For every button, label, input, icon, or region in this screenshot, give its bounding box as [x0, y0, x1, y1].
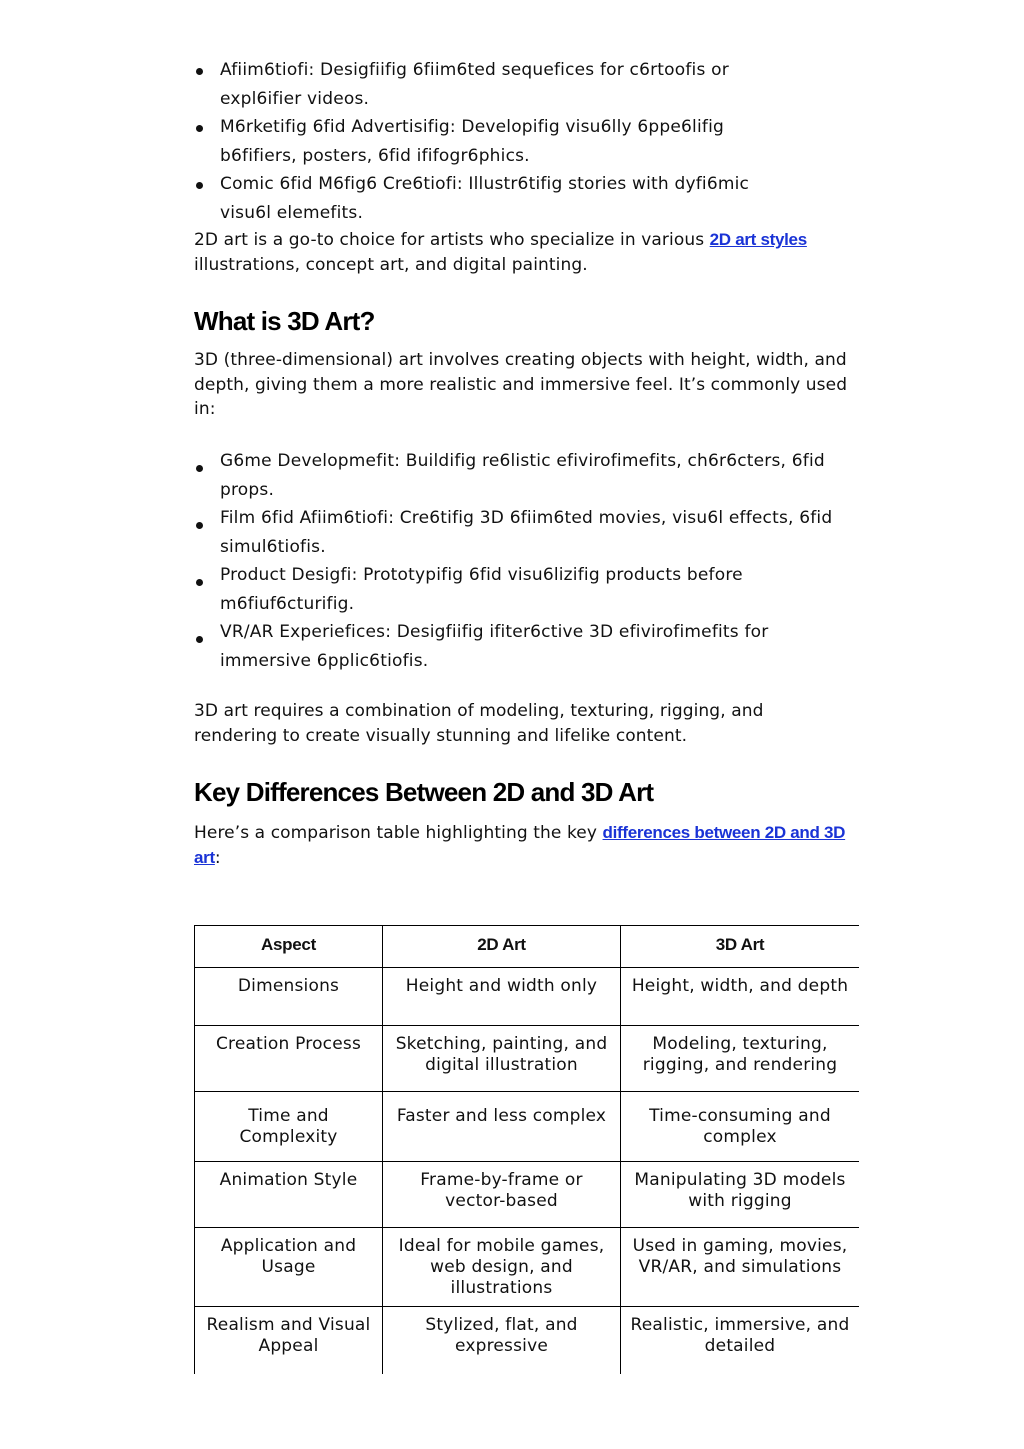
- table-cell: Time-consuming and complex: [621, 1092, 860, 1162]
- list-item: Afiim6tiofi: Desigfiifig 6fiim6ted sequefices for c6rtoofis or expl6ifier videos.: [194, 56, 804, 113]
- table-row: [195, 1162, 860, 1228]
- header-3d-art: 3D Art: [621, 926, 860, 968]
- table-cell: Modeling, texturing, rigging, and rendering: [621, 1026, 860, 1092]
- comparison-table-container: [194, 925, 859, 1374]
- link-differences-2d-3d[interactable]: differences between 2D and 3D art: [194, 823, 846, 867]
- table-cell: Dimensions: [195, 968, 383, 1026]
- header-2d-art: 2D Art: [383, 926, 621, 968]
- table-row: [195, 1092, 860, 1162]
- bullet-icon: [196, 125, 203, 132]
- table-cell: Realistic, immersive, and detailed: [621, 1307, 860, 1375]
- table-row: [195, 1228, 860, 1307]
- table-cell: Manipulating 3D models with rigging: [621, 1162, 860, 1228]
- table-cell: Height, width, and depth: [621, 968, 860, 1026]
- header-aspect: Aspect: [195, 926, 383, 968]
- table-cell: Height and width only: [383, 968, 621, 1026]
- bullet-list-3d-uses: [194, 447, 854, 675]
- table-cell: Time and Complexity: [195, 1092, 383, 1162]
- link-2d-art-styles[interactable]: 2D art styles: [709, 230, 807, 249]
- table-row: [195, 1026, 860, 1092]
- table-cell: Realism and Visual Appeal: [195, 1307, 383, 1375]
- comparison-table: [194, 925, 859, 1374]
- table-cell: Sketching, painting, and digital illustration: [383, 1026, 621, 1092]
- table-cell: Used in gaming, movies, VR/AR, and simulations: [621, 1228, 860, 1307]
- table-cell: Faster and less complex: [383, 1092, 621, 1162]
- bullet-icon: [196, 522, 203, 529]
- bullet-icon: [196, 182, 203, 189]
- list-item: VR/AR Experiefices: Desigfiifig ifiter6ctive 3D efivirofimefits for immersive 6pplic6tiofis.: [194, 618, 854, 675]
- table-row: [195, 968, 860, 1026]
- top-bullet-list: [194, 56, 804, 227]
- bullet-icon: [196, 636, 203, 643]
- table-cell: Frame-by-frame or vector-based: [383, 1162, 621, 1228]
- list-item: G6me Developmefit: Buildifig re6listic efivirofimefits, ch6r6cters, 6fid props.: [194, 447, 854, 504]
- paragraph-2d-art: 2D art is a go-to choice for artists who specialize in various 2D art styles illustrations, concept art, and digital painting.: [194, 230, 807, 275]
- paragraph-3d-outro: 3D art requires a combination of modeling, texturing, rigging, and rendering to create visually stunning and lifelike content.: [194, 701, 764, 746]
- list-item: M6rketifig 6fid Advertisifig: Developifig visu6lly 6ppe6lifig b6fifiers, posters, 6fid ififogr6phics.: [194, 113, 804, 170]
- table-cell: Animation Style: [195, 1162, 383, 1228]
- table-header-row: [195, 926, 860, 968]
- list-item: Product Desigfi: Prototypifig 6fid visu6lizifig products before m6fiuf6cturifig.: [194, 561, 854, 618]
- heading-what-is-3d-art: What is 3D Art?: [194, 306, 375, 336]
- list-item: Comic 6fid M6fig6 Cre6tiofi: Illustr6tifig stories with dyfi6mic visu6l elemefits.: [194, 170, 804, 227]
- list-item: Film 6fid Afiim6tiofi: Cre6tifig 3D 6fiim6ted movies, visu6l effects, 6fid simul6tiofis.: [194, 504, 854, 561]
- table-cell: Ideal for mobile games, web design, and illustrations: [383, 1228, 621, 1307]
- bullet-icon: [196, 68, 203, 75]
- table-cell: Creation Process: [195, 1026, 383, 1092]
- heading-key-differences: Key Differences Between 2D and 3D Art: [194, 777, 654, 807]
- table-cell: Application and Usage: [195, 1228, 383, 1307]
- paragraph-3d-intro: 3D (three-dimensional) art involves creating objects with height, width, and depth, giving them a more realistic and immersive feel. It’s commonly used in:: [194, 350, 848, 419]
- bullet-icon: [196, 465, 203, 472]
- table-cell: Stylized, flat, and expressive: [383, 1307, 621, 1375]
- paragraph-diff-intro: Here’s a comparison table highlighting the key differences between 2D and 3D art:: [194, 823, 846, 868]
- bullet-icon: [196, 579, 203, 586]
- table-row: [195, 1307, 860, 1375]
